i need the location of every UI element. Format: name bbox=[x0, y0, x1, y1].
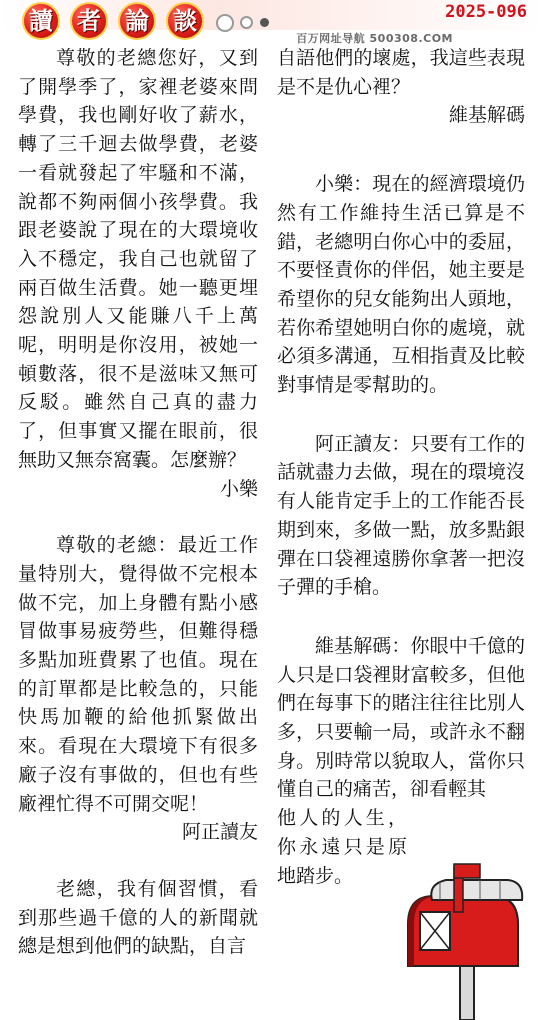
decor-dot-icon bbox=[260, 18, 269, 27]
reply-body: 維基解碼：你眼中千億的人只是口袋裡財富較多，但他們在每事下的賭注往往比別人多，只要輸一局，或許永不翻身。別時常以貌取人，當你只懂自己的痛苦，卻看輕其 bbox=[277, 634, 525, 801]
letter-signature: 阿正讀友 bbox=[181, 821, 258, 844]
watermark: 百万网址导航 500308.COM bbox=[296, 32, 453, 45]
letter-body-continued: 自語他們的壞處，我這些表現是不是仇心裡？ bbox=[277, 47, 525, 98]
letter-body: 老總，我有個習慣，看到那些過千億的人的新聞就總是想到他們的缺點，自言 bbox=[18, 877, 258, 958]
title-char-1: 讀 bbox=[22, 2, 60, 40]
reply-body: 阿正讀友：只要有工作的話就盡力去做，現在的環境沒有人能肯定手上的工作能否長期到來，多做一點，放多點銀彈在口袋裡遠勝你拿著一把沒子彈的手槍。 bbox=[277, 432, 525, 599]
title-char-4: 談 bbox=[166, 2, 204, 40]
reply-body: 小樂：現在的經濟環境仍然有工作維持生活已算是不錯，老總明白你心中的委屈，不要怪責你的伴侶，她主要是希望你的兒女能夠出人頭地，若你希望她明白你的處境，就必須多溝通，互相指責及比較對事情是零幫助的。 bbox=[277, 173, 525, 397]
page-header bbox=[0, 0, 545, 46]
title-char-3: 論 bbox=[118, 2, 156, 40]
issue-number: 2025-096 bbox=[445, 2, 527, 22]
letter-signature: 小樂 bbox=[219, 477, 258, 500]
decor-dot-icon bbox=[240, 16, 253, 29]
mailbox-icon bbox=[400, 862, 530, 1020]
letter-signature: 維基解碼 bbox=[448, 104, 525, 127]
decor-dot-icon bbox=[216, 14, 234, 32]
left-column bbox=[18, 44, 258, 961]
letter-body: 尊敬的老總：最近工作量特別大，覺得做不完根本做不完，加上身體有點小感冒做事易疲勞些，但難得穩多點加班費累了也值。現在的訂單都是比較急的，只能快馬加鞭的給他抓緊做出來。看現在大環境下有很多廠子沒有事做的，但也有些廠裡忙得不可開交呢！ bbox=[18, 534, 258, 815]
title-char-2: 者 bbox=[70, 2, 108, 40]
reply-body-tail: 他人的人生，你永遠只是原地踏步。 bbox=[277, 807, 407, 887]
right-column bbox=[277, 44, 525, 890]
letter-body: 尊敬的老總您好，又到了開學季了，家裡老婆來問學費，我也剛好收了薪水，轉了三千迴去做學費，老婆一看就發起了牢騷和不滿，說都不夠兩個小孩學費。我跟老婆說了現在的大環境收入不穩定，我自己也就留了兩百做生活費。她一聽更埋怨說別人又能賺八千上萬呢，明明是你沒用，被她一頓數落，很不是滋味又無可反駁。雖然自己真的盡力了，但事實又擺在眼前，很無助又無奈窩囊。怎麼辦？ bbox=[18, 47, 258, 471]
